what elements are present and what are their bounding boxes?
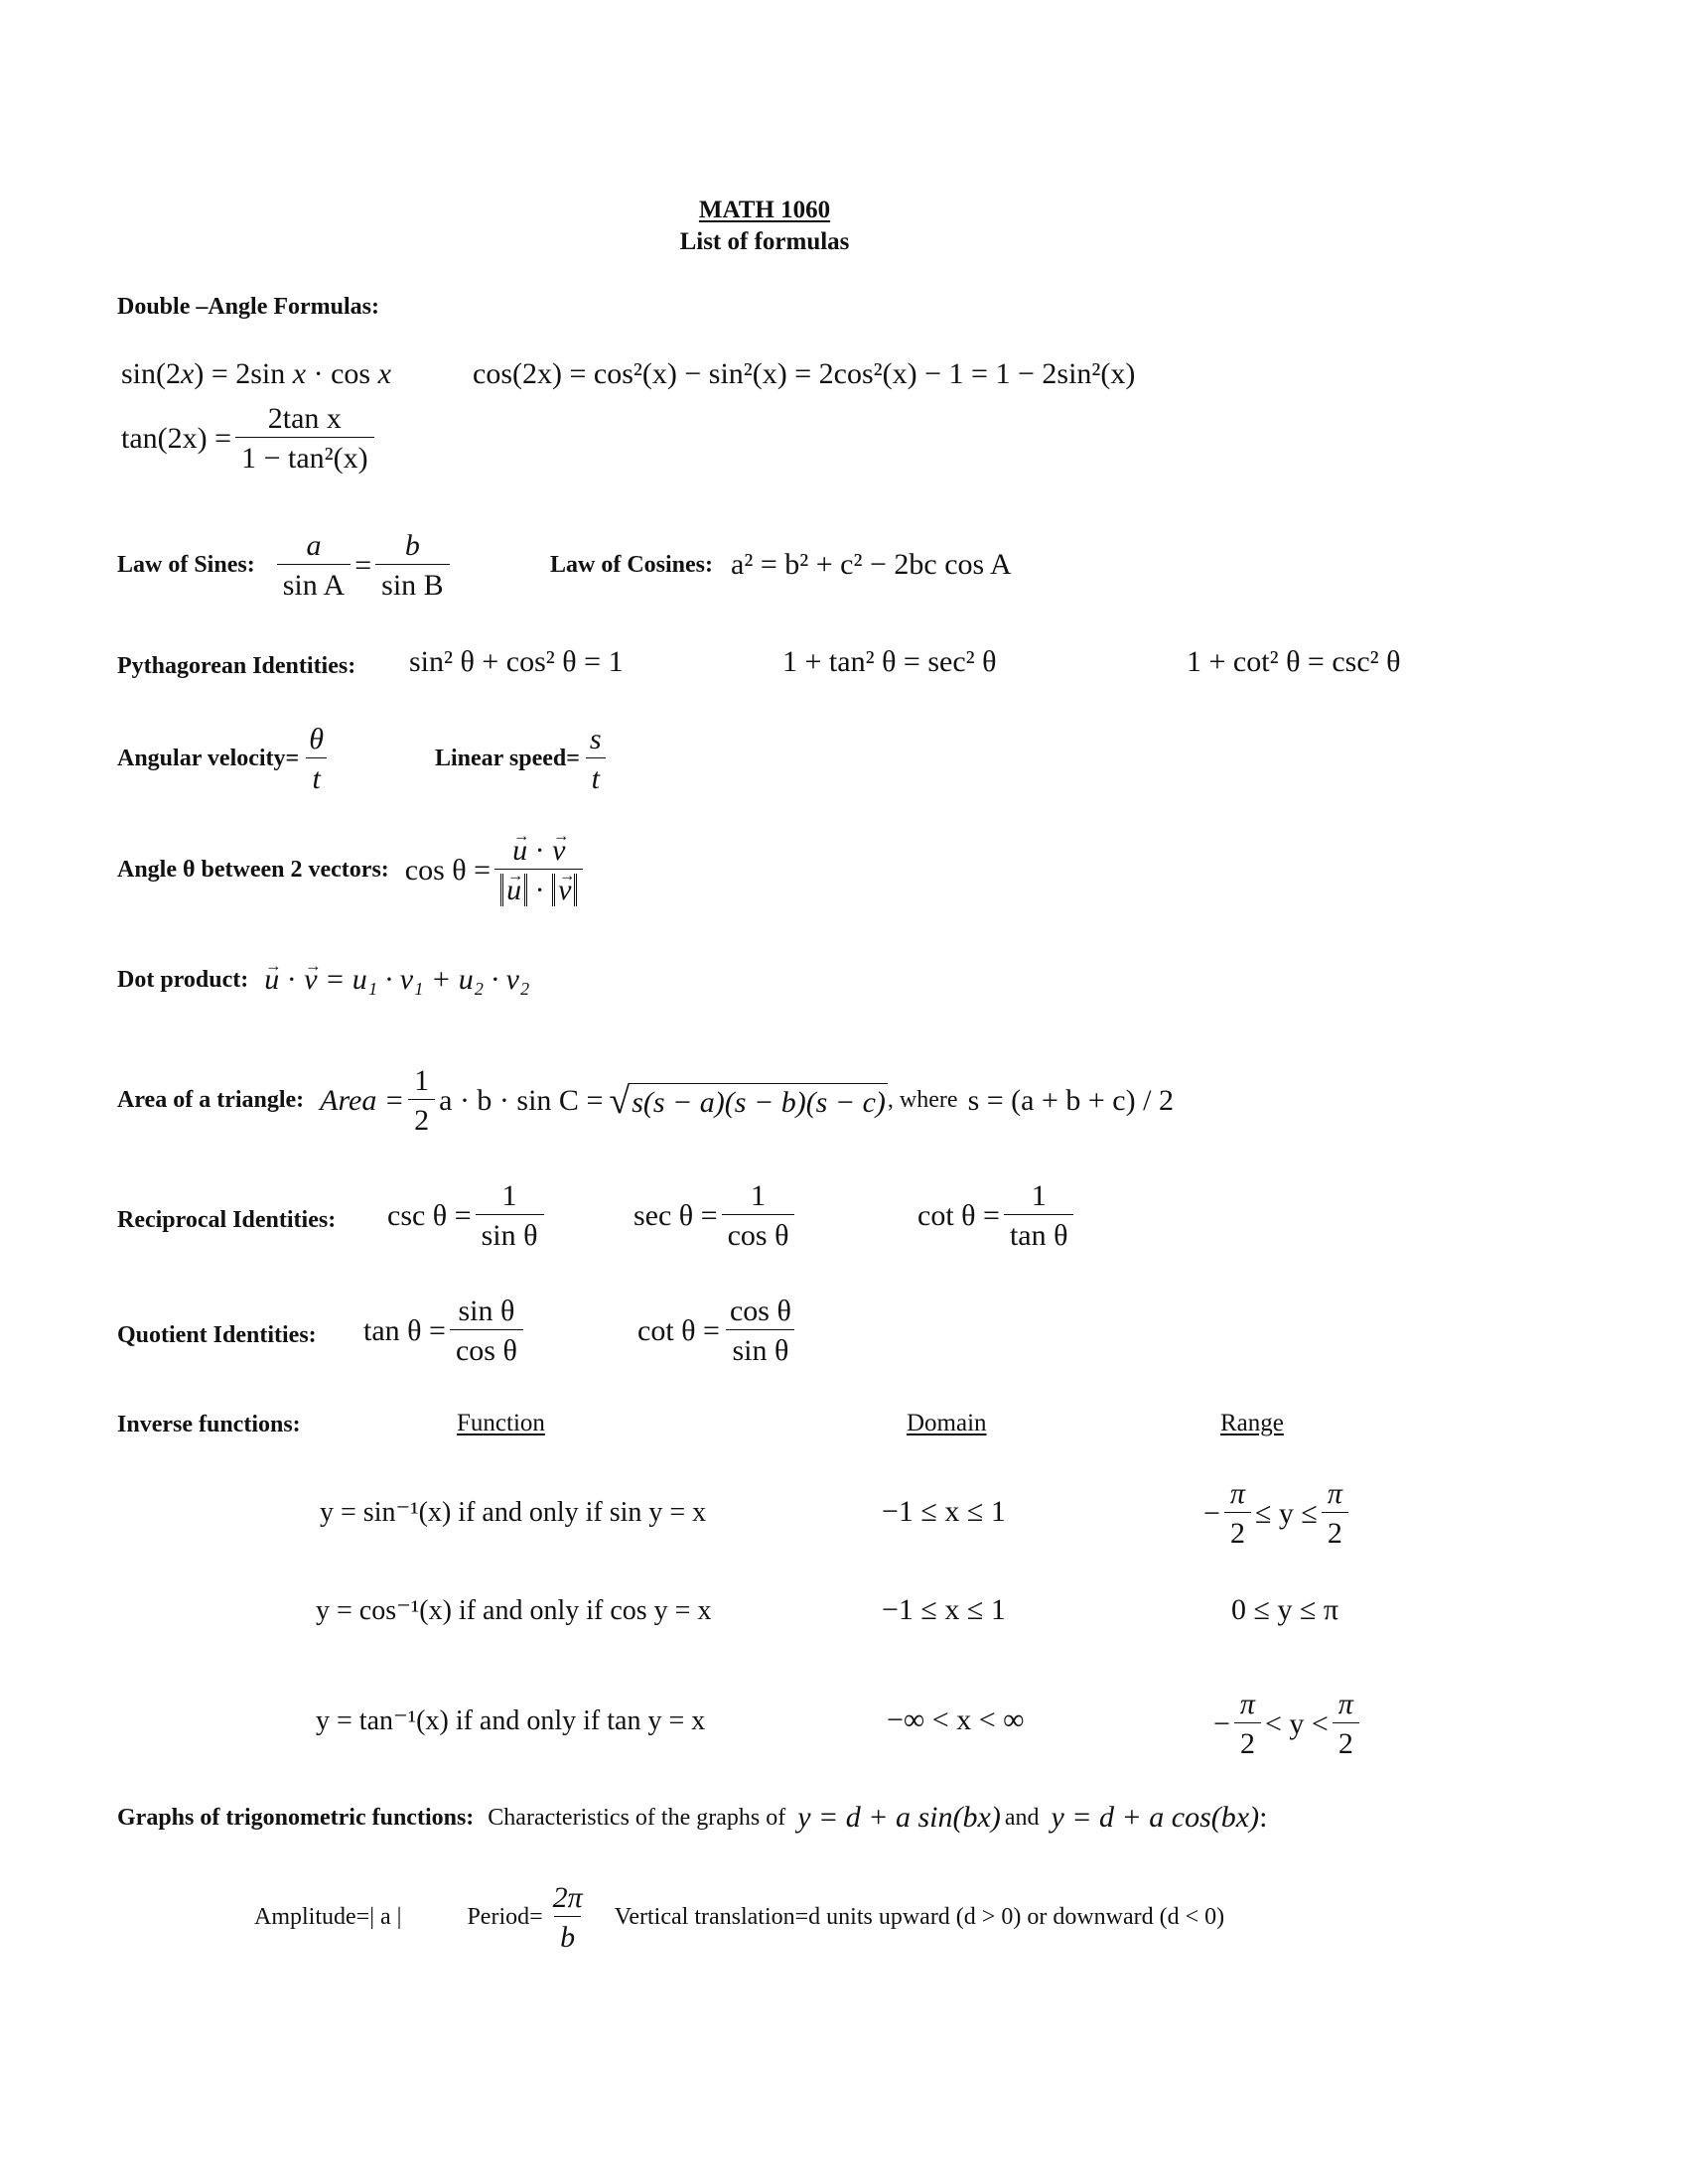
colon: :	[1259, 1801, 1268, 1834]
dot-product	[117, 963, 529, 997]
fraction-numerator: π	[1239, 1688, 1255, 1720]
column-header-domain: Domain	[907, 1410, 987, 1436]
page-subtitle: List of formulas	[679, 228, 850, 255]
semi-perimeter: s = (a + b + c) / 2	[967, 1083, 1174, 1117]
angular-velocity-label: Angular velocity=	[117, 746, 300, 771]
sines-fraction-a	[277, 529, 352, 602]
area-of-triangle	[117, 1064, 1174, 1137]
column-header-range: Range	[1220, 1410, 1284, 1436]
angular-velocity-fraction	[303, 723, 330, 795]
reciprocal-csc	[387, 1179, 548, 1252]
fraction-denominator: sin θ	[476, 1214, 544, 1252]
reciprocal-sec	[633, 1179, 798, 1252]
area-mid: a · b · sin C =	[439, 1083, 604, 1117]
dot-product-label: Dot product:	[117, 966, 249, 993]
identity-lhs: cot θ =	[637, 1313, 720, 1347]
graph-characteristics	[254, 1881, 1224, 1954]
pythagorean-identity-3: 1 + cot² θ = csc² θ	[1187, 645, 1401, 678]
double-angle-heading: Double –Angle Formulas:	[117, 294, 379, 320]
period-label: Period=	[467, 1904, 543, 1930]
angle-between-vectors	[117, 834, 587, 906]
inverse-tan-function: y = tan⁻¹(x) if and only if tan y = x	[316, 1706, 706, 1736]
inverse-cos-range: 0 ≤ y ≤ π	[1231, 1593, 1339, 1626]
inverse-sin-range	[1203, 1477, 1352, 1550]
quotient-cot	[637, 1295, 801, 1367]
fraction-numerator: π	[1229, 1477, 1245, 1510]
fraction-numerator: s	[589, 723, 602, 755]
range-mid: < y <	[1264, 1706, 1329, 1740]
fraction-numerator: π	[1327, 1477, 1342, 1510]
angular-velocity	[117, 723, 334, 795]
reciprocal-cot	[917, 1179, 1077, 1252]
vector-v: → v	[552, 834, 565, 867]
identity-lhs: tan θ =	[363, 1313, 446, 1347]
law-of-cosines	[550, 548, 1012, 582]
quotient-tan	[363, 1295, 527, 1367]
fraction-denominator: sin θ	[726, 1329, 794, 1367]
sin2x-tail: · cos	[306, 357, 378, 390]
inverse-sin-function: y = sin⁻¹(x) if and only if sin y = x	[320, 1497, 707, 1528]
identity-lhs: csc θ =	[387, 1198, 472, 1232]
vector-u: → u	[512, 834, 527, 867]
quotient-label: Quotient Identities:	[117, 1322, 317, 1348]
fraction-numerator: a	[306, 529, 322, 562]
sin2x-lhs: sin(2	[121, 357, 181, 390]
pythagorean-identity-2: 1 + tan² θ = sec² θ	[782, 645, 997, 678]
fraction-denominator: sin B	[375, 564, 450, 602]
inverse-cos-function: y = cos⁻¹(x) if and only if cos y = x	[316, 1595, 712, 1626]
sin2x-rhs: ) = 2sin	[194, 357, 293, 390]
linear-speed	[435, 723, 612, 795]
fraction-denominator: cos θ	[450, 1329, 523, 1367]
fraction-numerator: cos θ	[729, 1295, 791, 1327]
fraction-denominator: 2	[1322, 1512, 1348, 1550]
pythagorean-label: Pythagorean Identities:	[117, 653, 356, 679]
range-mid: ≤ y ≤	[1254, 1496, 1318, 1530]
sine-general-form: y = d + a sin(bx)	[797, 1801, 1001, 1834]
fraction-numerator: 2π	[552, 1881, 583, 1914]
vector-v-norm: → v	[558, 874, 571, 906]
area-lhs: Area =	[320, 1083, 405, 1117]
equals-sign: =	[354, 548, 372, 582]
fraction-denominator: 2	[1234, 1722, 1261, 1760]
tan2x-fraction	[235, 402, 374, 475]
inverse-tan-range	[1213, 1688, 1363, 1760]
vector-u-norm: → u	[506, 874, 521, 906]
angle-vectors-lhs: cos θ =	[404, 853, 492, 887]
fraction-denominator: cos θ	[722, 1214, 795, 1252]
fraction-denominator: 2	[1333, 1722, 1359, 1760]
fraction-numerator: sin θ	[458, 1295, 515, 1327]
sines-fraction-b	[375, 529, 450, 602]
law-of-sines	[117, 529, 454, 602]
graphs-of-trig-functions	[117, 1801, 1267, 1835]
amplitude: Amplitude=| a |	[254, 1904, 402, 1930]
dot-operator: ·	[527, 834, 553, 867]
angle-vectors-label: Angle θ between 2 vectors:	[117, 857, 389, 883]
fraction-denominator: 2	[1224, 1512, 1251, 1550]
vector-u: → u	[264, 963, 279, 997]
and-text: and	[1004, 1804, 1040, 1831]
inverse-sin-domain: −1 ≤ x ≤ 1	[882, 1495, 1006, 1528]
fraction-denominator: t	[586, 757, 606, 795]
linear-speed-fraction	[584, 723, 608, 795]
fraction-numerator	[506, 834, 571, 869]
half-fraction	[408, 1064, 435, 1137]
fraction-denominator: 2	[408, 1099, 435, 1137]
tan2x-lhs: tan(2x) =	[121, 421, 232, 455]
inverse-cos-domain: −1 ≤ x ≤ 1	[882, 1593, 1006, 1626]
inverse-functions-label: Inverse functions:	[117, 1412, 301, 1437]
cosine-general-form: y = d + a cos(bx)	[1051, 1801, 1260, 1834]
fraction-numerator: 1	[414, 1064, 430, 1097]
law-of-cosines-formula: a² = b² + c² − 2bc cos A	[731, 548, 1012, 581]
law-of-cosines-label: Law of Cosines:	[550, 551, 714, 578]
fraction-numerator: 2tan x	[267, 402, 342, 435]
fraction-denominator: sin A	[277, 564, 352, 602]
linear-speed-label: Linear speed=	[435, 746, 580, 771]
fraction-numerator: θ	[309, 723, 324, 755]
fraction-denominator	[494, 869, 583, 906]
tan-double-angle-formula	[121, 402, 378, 475]
minus-sign: −	[1203, 1496, 1220, 1530]
angle-vectors-fraction	[494, 834, 583, 906]
where-text: , where	[887, 1087, 958, 1113]
area-label: Area of a triangle:	[117, 1087, 305, 1113]
dot-operator: ·	[279, 963, 305, 996]
sqrt-argument: s(s − a)(s − b)(s − c)	[630, 1083, 888, 1120]
fraction-denominator: tan θ	[1004, 1214, 1074, 1252]
fraction-denominator: b	[554, 1916, 581, 1954]
column-header-function: Function	[457, 1410, 545, 1436]
fraction-numerator: 1	[1031, 1179, 1047, 1212]
vertical-translation: Vertical translation=d units upward (d > 0) or downward (d < 0)	[614, 1904, 1225, 1930]
law-of-sines-label: Law of Sines:	[117, 552, 255, 578]
graphs-label: Graphs of trigonometric functions:	[117, 1804, 475, 1831]
identity-lhs: sec θ =	[633, 1198, 718, 1232]
identity-lhs: cot θ =	[917, 1198, 1000, 1232]
reciprocal-label: Reciprocal Identities:	[117, 1207, 337, 1233]
fraction-numerator: b	[404, 529, 420, 562]
sin-double-angle-formula: sin(2x) = 2sin x · cos x	[121, 357, 391, 390]
fraction-numerator: 1	[751, 1179, 767, 1212]
dot-product-rhs: = u₁ · v₁ + u₂ · v₂	[325, 963, 530, 996]
heron-sqrt	[609, 1079, 888, 1122]
fraction-denominator: 1 − tan²(x)	[235, 437, 374, 475]
minus-sign: −	[1213, 1706, 1230, 1740]
sqrt-icon: √	[609, 1079, 631, 1122]
vector-v: → v	[304, 963, 317, 997]
course-title: MATH 1060	[698, 197, 831, 223]
cos-double-angle-formula: cos(2x) = cos²(x) − sin²(x) = 2cos²(x) − 1 = 1 − 2sin²(x)	[473, 357, 1136, 390]
graphs-description: Characteristics of the graphs of	[488, 1804, 786, 1831]
pythagorean-identity-1: sin² θ + cos² θ = 1	[409, 645, 624, 678]
fraction-numerator: 1	[501, 1179, 517, 1212]
fraction-denominator: t	[306, 757, 326, 795]
fraction-numerator: π	[1337, 1688, 1353, 1720]
inverse-tan-domain: −∞ < x < ∞	[887, 1704, 1025, 1736]
dot-operator: ·	[527, 874, 553, 906]
